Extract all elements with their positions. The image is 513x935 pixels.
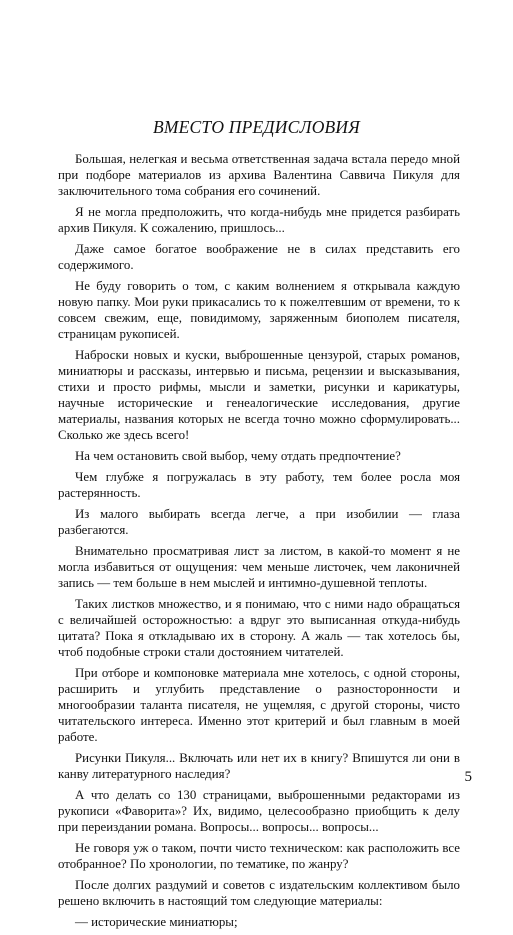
- paragraph: Чем глубже я погружалась в эту работу, тем более росла моя растерянность.: [58, 470, 460, 500]
- paragraph: При отборе и компоновке материала мне хотелось, с одной стороны, расширить и углубить представление о разносторонности и многообразии таланта писателя, не ущемляя, с другой стороны, чисто читательского интереса. Именно этот критерий и был главным в моей работе.: [58, 666, 460, 744]
- paragraph: Большая, нелегкая и весьма ответственная задача встала передо мной при подборе материалов из архива Валентина Саввича Пикуля для заключительного тома собрания его сочинений.: [58, 152, 460, 198]
- paragraph: На чем остановить свой выбор, чему отдать предпочтение?: [75, 449, 401, 463]
- paragraph: Внимательно просматривая лист за листом, в какой-то момент я не могла избавиться от ощущения: чем меньше листочек, чем лаконичней запись — тем больше в нем мыслей и интимно-душевной теплоты.: [58, 544, 460, 590]
- section-heading: ВМЕСТО ПРЕДИСЛОВИЯ: [153, 117, 360, 137]
- paragraph: Наброски новых и куски, выброшенные цензурой, старых романов, миниатюры и рассказы, интервью и письма, рецензии и высказывания, стихи и просто рифмы, мысли и заметки, рисунки и карикатуры, научные исторические и генеалогические исследования, другие материалы, названия которых не всегда точно можно сформулировать... Сколько же здесь всего!: [58, 348, 460, 442]
- paragraph: Я не могла предположить, что когда-нибудь мне придется разбирать архив Пикуля. К сожалению, пришлось...: [58, 205, 460, 235]
- paragraph: После долгих раздумий и советов с издательским коллективом было решено включить в настоящий том следующие материалы:: [58, 878, 460, 908]
- body-text: [58, 151, 460, 935]
- paragraph: Не буду говорить о том, с каким волнением я открывала каждую новую папку. Мои руки прикасались то к пожелтевшим от времени, то к совсем свежим, еще, повидимому, заряженным биополем писателя, страницам рукописей.: [58, 279, 460, 341]
- paragraph: Из малого выбирать всегда легче, а при изобилии — глаза разбегаются.: [58, 507, 460, 537]
- paragraph: Не говоря уж о таком, почти чисто техническом: как расположить все отобранное? По хронологии, по тематике, по жанру?: [58, 841, 460, 871]
- paragraph: Рисунки Пикуля... Включать или нет их в книгу? Впишутся ли они в канву литературного наследия?: [58, 751, 460, 781]
- paragraph: Даже самое богатое воображение не в силах представить его содержимого.: [58, 242, 460, 272]
- paragraph: А что делать со 130 страницами, выброшенными редакторами из рукописи «Фаворита»? Их, видимо, целесообразно приобщить к делу при переиздании романа. Вопросы... вопросы... вопросы...: [58, 788, 460, 834]
- page-number: 5: [464, 769, 472, 785]
- paragraph: — исторические миниатюры;: [75, 915, 238, 929]
- paragraph: Таких листков множество, и я понимаю, что с ними надо обращаться с величайшей осторожностью: а вдруг это выписанная откуда-нибудь цитата? Пока я откладываю их в сторону. А жаль — так хотелось бы, чтоб подобные строки стали достоянием читателей.: [58, 597, 460, 659]
